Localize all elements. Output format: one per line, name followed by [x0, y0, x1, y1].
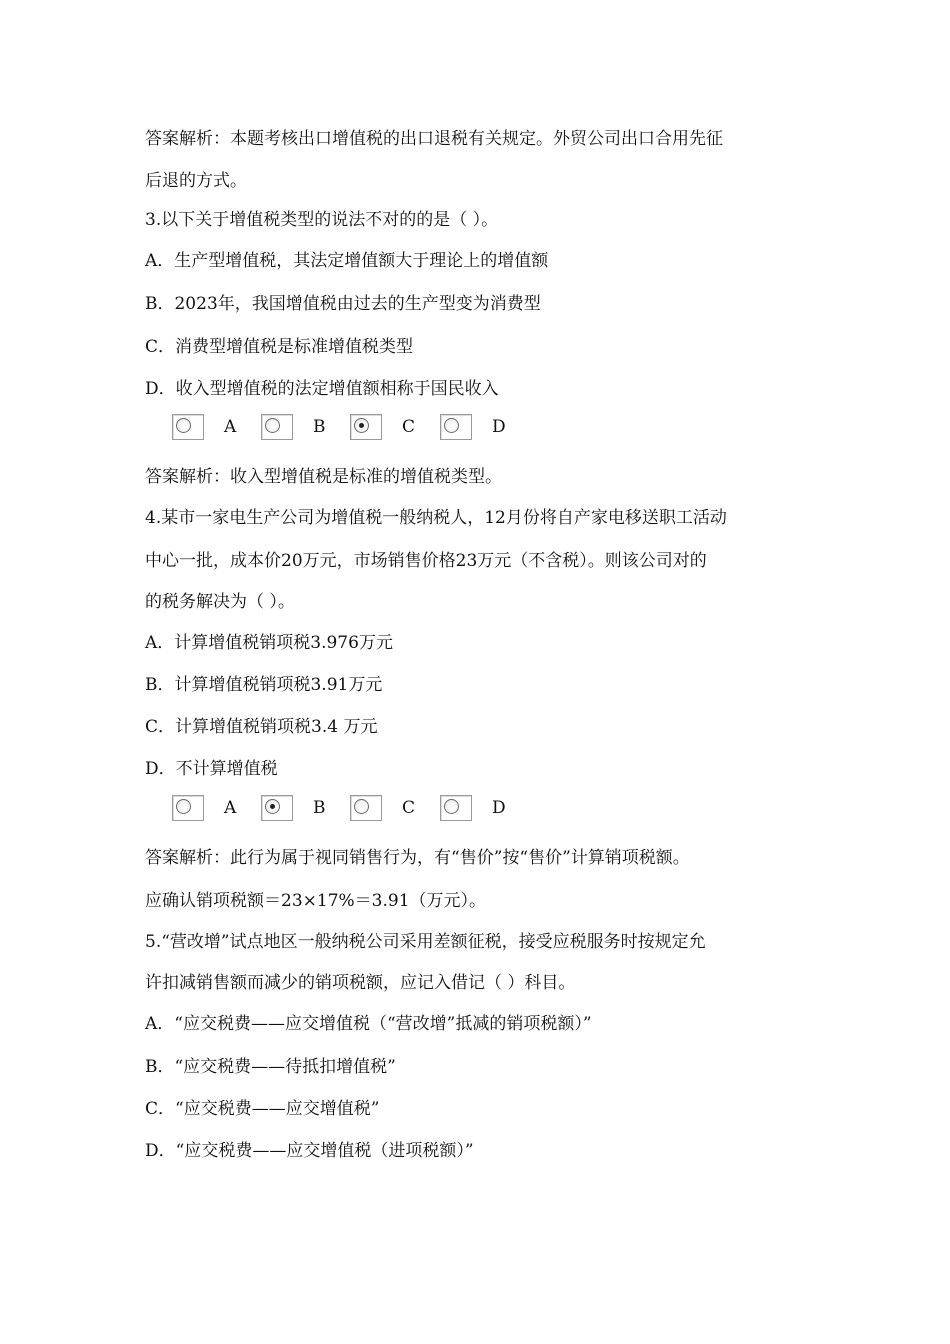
- radio-dot-icon: [359, 423, 364, 428]
- radio-frame: [440, 414, 472, 440]
- q4-radio-c-label: C: [402, 798, 416, 818]
- q4-option-b: B．计算增值税销项税3.91万元: [145, 675, 383, 695]
- radio-circle-icon: [354, 799, 369, 814]
- q3-option-b: B．2023年，我国增值税由过去的生产型变为消费型: [145, 294, 541, 314]
- radio-frame: [350, 414, 382, 440]
- q5-stem-line2: 许扣减销售额而减少的销项税额，应记入借记（ ）科目。: [145, 973, 576, 993]
- radio-circle-icon: [265, 418, 280, 433]
- q5-option-b: B．“应交税费——待抵扣增值税”: [145, 1057, 396, 1077]
- q4-stem-line2: 中心一批，成本价20万元，市场销售价格23万元（不含税）。则该公司对的: [145, 551, 707, 571]
- radio-circle-icon: [444, 799, 459, 814]
- q5-option-c: C．“应交税费——应交增值税”: [145, 1099, 380, 1119]
- q3-option-a: A．生产型增值税，其法定增值额大于理论上的增值额: [145, 251, 549, 271]
- radio-dot-icon: [270, 804, 275, 809]
- radio-circle-icon: [176, 418, 191, 433]
- q3-radio-d-label: D: [492, 417, 506, 437]
- q3-radio-a-label: A: [224, 417, 237, 437]
- q4-option-c: C．计算增值税销项税3.4 万元: [145, 717, 378, 737]
- radio-circle-icon: [176, 799, 191, 814]
- q4-stem-line1: 4.某市一家电生产公司为增值税一般纳税人，12月份将自产家电移送职工活动: [145, 508, 727, 528]
- q2-explanation-line1: 答案解析：本题考核出口增值税的出口退税有关规定。外贸公司出口合用先征: [145, 129, 723, 149]
- q2-explanation-line2: 后退的方式。: [145, 171, 247, 191]
- q3-radio-c-label: C: [402, 417, 416, 437]
- radio-frame: [172, 414, 204, 440]
- q4-option-a: A．计算增值税销项税3.976万元: [145, 633, 393, 653]
- radio-frame: [440, 795, 472, 821]
- q3-option-c: C．消费型增值税是标准增值税类型: [145, 337, 414, 357]
- q4-radio-d-label: D: [492, 798, 506, 818]
- radio-frame: [261, 414, 293, 440]
- q3-explanation: 答案解析：收入型增值税是标准的增值税类型。: [145, 467, 502, 487]
- q4-explanation-line2: 应确认销项税额＝23×17%＝3.91（万元）。: [145, 891, 487, 911]
- radio-frame: [172, 795, 204, 821]
- q4-radio-b-label: B: [313, 798, 326, 818]
- radio-circle-icon: [354, 418, 369, 433]
- q5-option-a: A．“应交税费——应交增值税（“营改增”抵减的销项税额）”: [145, 1014, 592, 1034]
- radio-circle-icon: [444, 418, 459, 433]
- q3-stem: 3.以下关于增值税类型的说法不对的的是（ ）。: [145, 210, 499, 230]
- q5-stem-line1: 5.“营改增”试点地区一般纳税公司采用差额征税，接受应税服务时按规定允: [145, 932, 706, 952]
- radio-frame: [261, 795, 293, 821]
- q3-radio-b-label: B: [313, 417, 326, 437]
- q3-option-d: D．收入型增值税的法定增值额相称于国民收入: [145, 379, 499, 399]
- q4-option-d: D．不计算增值税: [145, 759, 278, 779]
- q4-stem-line3: 的税务解决为（ ）。: [145, 592, 295, 612]
- radio-circle-icon: [265, 799, 280, 814]
- q5-option-d: D．“应交税费——应交增值税（进项税额）”: [145, 1141, 474, 1161]
- q4-explanation-line1: 答案解析：此行为属于视同销售行为，有“售价”按“售价”计算销项税额。: [145, 848, 690, 868]
- q4-radio-a-label: A: [224, 798, 237, 818]
- radio-frame: [350, 795, 382, 821]
